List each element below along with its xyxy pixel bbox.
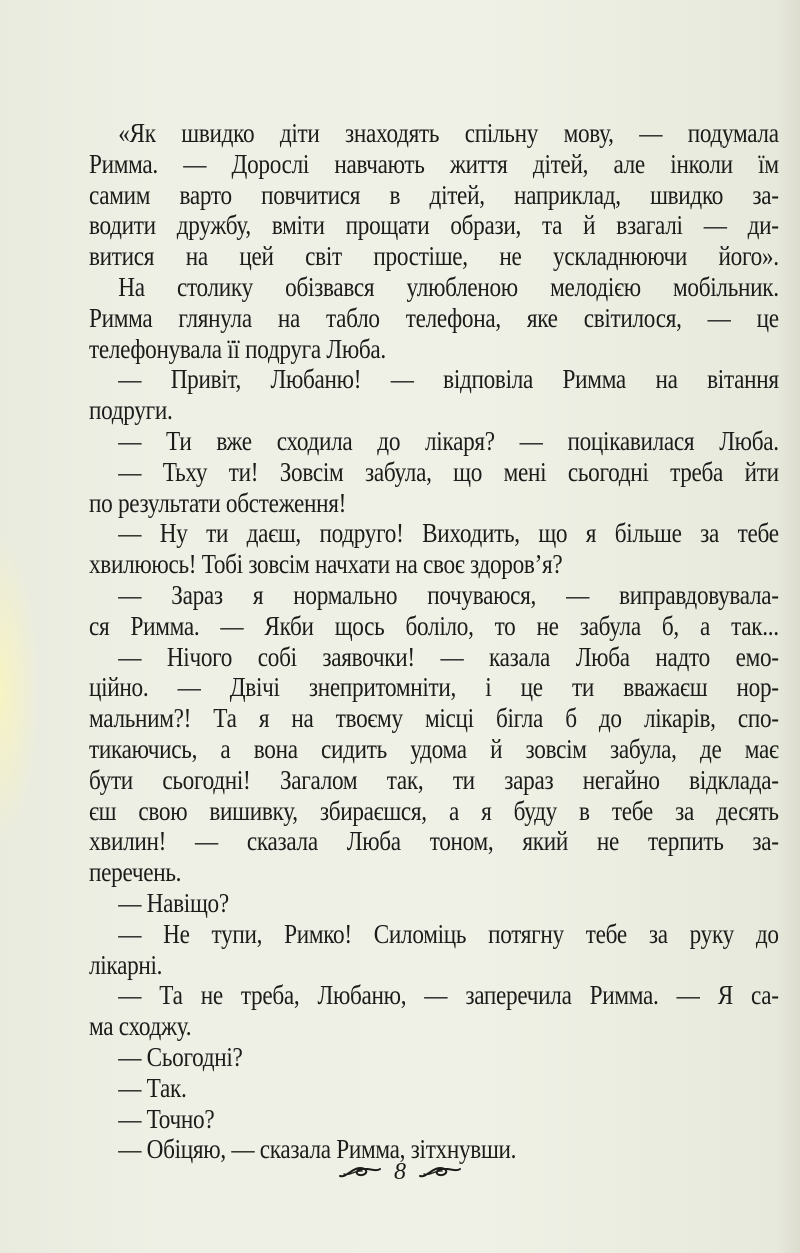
text-line: Римма глянула на табло телефона, яке світилося, — це: [89, 302, 779, 333]
text-line: — Навіщо?: [118, 887, 229, 918]
text-line: по результати обстеження!: [89, 487, 347, 518]
text-line: — Тьху ти! Зовсім забула, що мені сьогодні треба йти: [118, 456, 779, 487]
text-line: — Зараз я нормально почуваюся, — виправдовувала-: [118, 579, 779, 610]
text-line: — Так.: [118, 1072, 187, 1103]
text-line: ційно. — Двічі знепритомніти, і це ти вважаєш нор-: [89, 672, 779, 703]
text-line: подруги.: [89, 395, 173, 426]
text-line: ма сходжу.: [89, 1011, 192, 1042]
text-line: — Обіцяю, — сказала Римма, зітхнувши.: [118, 1134, 517, 1165]
text-line: витися на цей світ простіше, не ускладнюючи його».: [89, 241, 779, 272]
text-line: — Та не треба, Любаню, — заперечила Римма. — Я са-: [118, 980, 779, 1011]
text-line: — Не тупи, Римко! Силоміць потягну тебе за руку до: [118, 918, 779, 949]
text-line: хвилююсь! Тобі зовсім начхати на своє здоров’я?: [89, 549, 563, 580]
text-line: бути сьогодні! Загалом так, ти зараз негайно відклада-: [89, 764, 779, 795]
text-line: «Як швидко діти знаходять спільну мову, — подумала: [118, 118, 779, 148]
text-line: — Привіт, Любаню! — відповіла Римма на вітання: [118, 364, 779, 395]
text-line: — Сьогодні?: [118, 1041, 243, 1072]
page-footer: [0, 1160, 800, 1184]
text-line: — Ти вже сходила до лікаря? — поцікавилася Люба.: [118, 425, 779, 456]
flourish-right-icon: [418, 1164, 462, 1180]
text-line: — Ну ти даєш, подруго! Виходить, що я більше за тебе: [118, 518, 779, 549]
text-line: телефонувала її подруга Люба.: [89, 333, 386, 364]
text-line: — Нічого собі заявочки! — казала Люба надто емо-: [118, 641, 779, 672]
text-line: ся Римма. — Якби щось боліло, то не забула б, а так...: [89, 610, 779, 641]
text-line: мальним?! Та я на твоєму місці бігла б до лікарів, спо-: [89, 703, 779, 734]
text-line: лікарні.: [89, 949, 163, 980]
text-line: перечень.: [89, 857, 182, 888]
text-line: хвилин! — сказала Люба тоном, який не терпить за-: [89, 826, 779, 857]
text-line: Римма. — Дорослі навчають життя дітей, але інколи їм: [89, 148, 779, 179]
text-line: єш свою вишивку, збираєшся, а я буду в тебе за десять: [89, 795, 779, 826]
text-line: На столику обізвався улюбленою мелодією мобільник.: [118, 271, 779, 302]
flourish-left-icon: [338, 1164, 382, 1180]
page-body-text: [89, 118, 779, 1165]
text-line: тикаючись, а вона сидить удома й зовсім забула, де має: [89, 733, 779, 764]
page-number: 8: [394, 1159, 406, 1185]
text-line: водити дружбу, вміти прощати образи, та й взагалі — ди-: [89, 210, 779, 241]
text-line: самим варто повчитися в дітей, наприклад, швидко за-: [89, 179, 779, 210]
text-line: — Точно?: [118, 1103, 215, 1134]
